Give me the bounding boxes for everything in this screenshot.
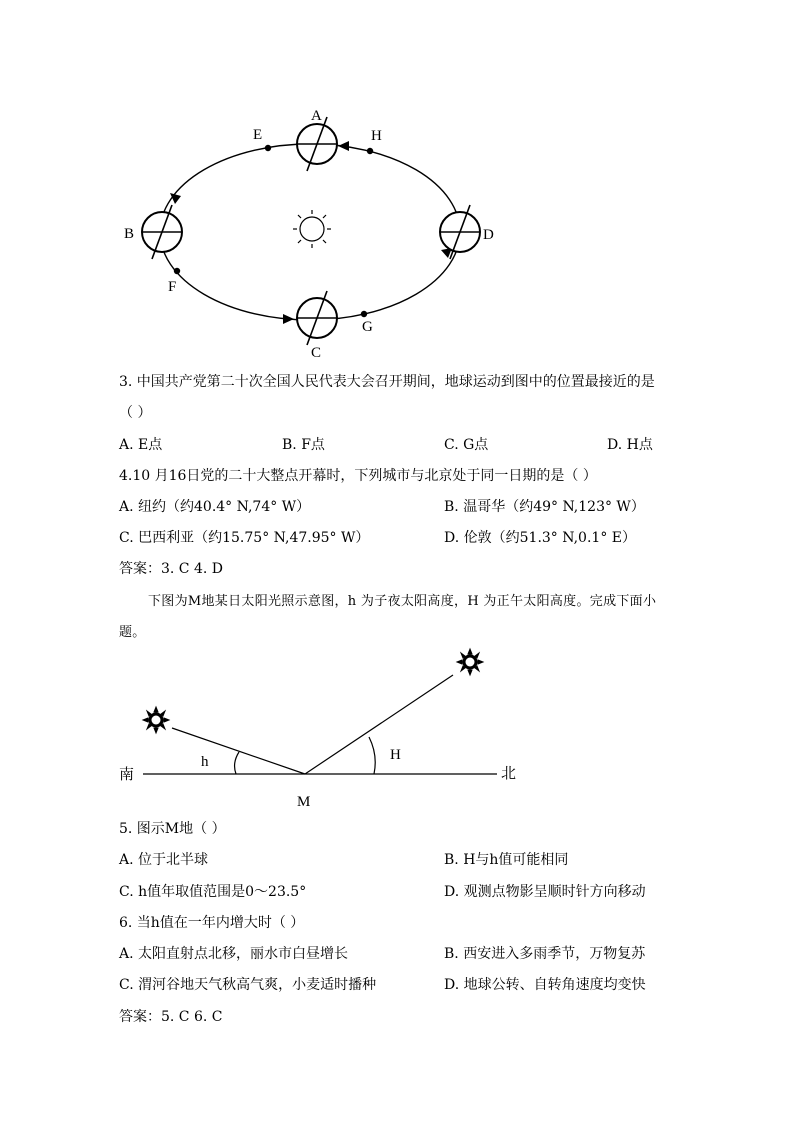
sun-icon bbox=[143, 707, 169, 733]
q5-option-b: B. H与h值可能相同 bbox=[444, 852, 569, 868]
q6-option-b: B. 西安进入多雨季节，万物复苏 bbox=[444, 946, 646, 962]
sun-icon bbox=[457, 649, 483, 675]
q6-option-a: A. 太阳直射点北移，丽水市白昼增长 bbox=[119, 946, 349, 962]
midnight-ray bbox=[172, 728, 305, 774]
q3-stem: 3. 中国共产党第二十次全国人民代表大会召开期间，地球运动到图中的位置最接近的是 bbox=[119, 374, 655, 390]
q6-option-c: C. 渭河谷地天气秋高气爽，小麦适时播种 bbox=[119, 977, 377, 993]
orbit-arrow bbox=[338, 141, 349, 151]
q4-option-d: D. 伦敦（约51.3° N,0.1° E） bbox=[444, 530, 636, 546]
q3-paren: （ ） bbox=[119, 405, 152, 421]
answer-3-4: 答案：3. C 4. D bbox=[119, 561, 224, 577]
earth-a-icon bbox=[297, 117, 337, 171]
orbit-diagram bbox=[0, 0, 794, 370]
q4-option-c: C. 巴西利亚（约15.75° N,47.95° W） bbox=[119, 530, 370, 546]
sun-icon bbox=[293, 210, 331, 248]
q3-option-a: A. E点 bbox=[119, 437, 163, 453]
label-g: G bbox=[362, 319, 373, 335]
label-e: E bbox=[253, 127, 263, 143]
q6-option-d: D. 地球公转、自转角速度均变快 bbox=[444, 977, 646, 993]
angle-arc-h bbox=[235, 752, 239, 774]
intro-line-2: 题。 bbox=[119, 625, 146, 640]
point-e-dot bbox=[265, 145, 271, 151]
label-south: 南 bbox=[119, 767, 135, 783]
q5-stem: 5. 图示M地（ ） bbox=[119, 821, 226, 837]
q3-option-c: C. G点 bbox=[444, 437, 489, 453]
label-big-h: H bbox=[390, 747, 401, 763]
label-m: M bbox=[297, 794, 311, 810]
label-a: A bbox=[311, 108, 322, 124]
q5-option-c: C. h值年取值范围是0～23.5° bbox=[119, 884, 307, 900]
q3-option-d: D. H点 bbox=[607, 437, 653, 453]
sun-altitude-diagram bbox=[0, 640, 794, 815]
label-small-h: h bbox=[201, 754, 209, 770]
q4-stem: 4.10 月16日党的二十大整点开幕时，下列城市与北京处于同一日期的是（ ） bbox=[119, 468, 597, 484]
label-f: F bbox=[168, 279, 177, 295]
earth-b-icon bbox=[142, 205, 182, 259]
point-h-dot bbox=[367, 148, 373, 154]
angle-arc-big-h bbox=[369, 737, 375, 774]
point-g-dot bbox=[361, 311, 367, 317]
noon-ray bbox=[305, 675, 453, 774]
q6-stem: 6. 当h值在一年内增大时（ ） bbox=[119, 915, 305, 931]
q4-option-a: A. 纽约（约40.4° N,74° W） bbox=[119, 499, 311, 515]
q5-option-d: D. 观测点物影呈顺时针方向移动 bbox=[444, 884, 646, 900]
label-b: B bbox=[124, 226, 135, 242]
intro-line-1: 下图为M地某日太阳光照示意图，h 为子夜太阳高度，H 为正午太阳高度。完成下面小 bbox=[148, 594, 657, 609]
earth-c-icon bbox=[297, 291, 337, 345]
answer-5-6: 答案：5. C 6. C bbox=[119, 1009, 223, 1025]
label-h: H bbox=[371, 128, 382, 144]
q4-option-b: B. 温哥华（约49° N,123° W） bbox=[444, 499, 645, 515]
label-d: D bbox=[483, 227, 494, 243]
label-c: C bbox=[311, 345, 322, 361]
label-north: 北 bbox=[501, 766, 517, 782]
q3-option-b: B. F点 bbox=[282, 437, 325, 453]
q5-option-a: A. 位于北半球 bbox=[119, 852, 209, 868]
point-f-dot bbox=[174, 268, 180, 274]
orbit-arrow bbox=[283, 314, 294, 324]
